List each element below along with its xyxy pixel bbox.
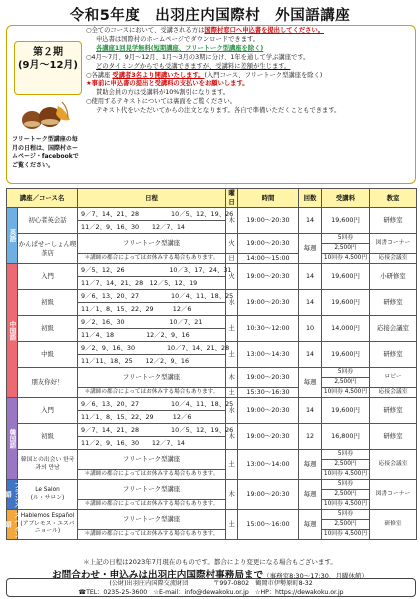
course-name: 初心者英会話 (18, 208, 78, 234)
header-room: 教室 (370, 189, 417, 208)
course-name: かんぱせーしょん喫茶店 (18, 234, 78, 264)
course-day: 木 (226, 208, 238, 234)
schedule-line: 11／7、14、21、28 12／5、12、19 (78, 277, 226, 290)
course-day: 日 (226, 254, 238, 264)
info-text (86, 27, 414, 116)
category-english: 英語 (7, 208, 18, 264)
schedule-line: 11／1、8、15、22、29 12／6 (78, 303, 226, 316)
contact-details[interactable]: ☎TEL：0235-25-3600 ☆E-mail：info@dewakoku.or.jp ☆HP：https://dewakoku.or.jp (78, 589, 344, 596)
header-schedule: 日程 (78, 189, 226, 208)
side-note: フリートーク型講座の毎月の日程は、国際村ホームページ・facebookでご覧ください。 (12, 136, 79, 169)
info-line: ○各講座 (86, 71, 111, 79)
header-count: 回数 (299, 189, 322, 208)
schedule-line: フリートーク型講座 (78, 480, 226, 500)
course-day: 水 (226, 290, 238, 316)
course-name: 韓国との出会い 한국과의 만남 (18, 450, 78, 480)
organization: (公財)出羽庄内国際交流財団 〒997-0802 鶴岡市伊勢原町8-32 (109, 580, 313, 587)
fee-ticket10: 10回券 4,500円 (322, 470, 370, 480)
info-line: ○全てのコースにおいて、受講される方は (86, 27, 205, 34)
course-time: 13:00～14:00 (238, 450, 299, 480)
course-time: 19:00～20:30 (238, 480, 299, 510)
fee-ticket5: 5回券 (322, 368, 370, 378)
contact-heading: お問合わせ・申込みは出羽庄内国際村事務局まで（事務室8:30～17:30、月曜休館） (52, 570, 368, 581)
info-line-highlight: 国際村窓口へ申込書を提出してください。 (204, 27, 325, 34)
course-count: 毎週 (299, 480, 322, 510)
course-time: 19:00～20:30 (238, 290, 299, 316)
header-time: 時間 (238, 189, 299, 208)
course-count: 12 (299, 424, 322, 450)
fee-ticket10: 10回券 4,500円 (322, 530, 370, 540)
course-room: 応接会議室 (370, 388, 417, 398)
chestnut-illustration (18, 98, 74, 132)
course-room: ロビー (370, 368, 417, 388)
course-name: 初級 (18, 316, 78, 342)
course-day: 木 (226, 424, 238, 450)
schedule-line: 11／4、18 12／2、9、16 (78, 329, 226, 342)
course-room: 応接会議室 (370, 450, 417, 480)
course-room: 応接会議室 (370, 316, 417, 342)
course-room: 研修室 (370, 510, 417, 540)
schedule-line: 9／7、14、21、28 10／5、12、19、26 (78, 208, 226, 221)
schedule-line: 9／2、16、30 10／7、21 (78, 316, 226, 329)
schedule-note: ＊講師の都合によってはお休みする場合もあります。 (78, 530, 226, 540)
course-day: 土 (226, 342, 238, 368)
footnote: ＊上記の日程は2023年7月現在のものです。都合により変更になる場合もございます。 (83, 558, 337, 566)
schedule-note: ＊講師の都合によってはお休みする場合もあります。 (78, 388, 226, 398)
course-time: 10:30～12:00 (238, 316, 299, 342)
fee-ticket10: 10回券 4,500円 (322, 254, 370, 264)
course-fee: 19,600円 (322, 290, 370, 316)
schedule-line: 9／6、13、20、27 10／4、11、18、25 (78, 398, 226, 411)
course-count: 毎週 (299, 510, 322, 540)
fee-ticket5-price: 2,500円 (322, 378, 370, 388)
course-room: 研修室 (370, 208, 417, 234)
course-room: 図書コーナー (370, 480, 417, 510)
course-count: 14 (299, 208, 322, 234)
fee-ticket5-price: 2,500円 (322, 490, 370, 500)
schedule-line: フリートーク型講座 (78, 368, 226, 388)
course-name: 入門 (18, 264, 78, 290)
schedule-line: 11／2、9、16、30 12／7、14 (78, 221, 226, 234)
course-count: 14 (299, 342, 322, 368)
course-name: Le Salon (ル・サロン) (18, 480, 78, 510)
schedule-line: 9／7、14、21、28 10／5、12、19、26 (78, 424, 226, 437)
fee-ticket5: 5回券 (322, 480, 370, 490)
course-time: 19:00～20:30 (238, 264, 299, 290)
course-time: 15:30～16:30 (238, 388, 299, 398)
schedule-note: ＊講師の都合によってはお休みする場合もあります。 (78, 500, 226, 510)
fee-ticket5-price: 2,500円 (322, 244, 370, 254)
info-line: (入門コース、フリートーク型講座を除く) (204, 71, 323, 79)
schedule-note: ＊講師の都合によってはお休みする場合もあります。 (78, 470, 226, 480)
fee-ticket5-price: 2,500円 (322, 460, 370, 470)
info-line: 各講座1回見学無料(短期講座、フリートーク型講座を除く) (96, 44, 264, 52)
contact-box (6, 578, 416, 597)
course-day: 土 (226, 316, 238, 342)
course-day: 土 (226, 450, 238, 480)
category-french: フランス語 (4, 481, 21, 508)
category-korean: 韓国語 (7, 398, 18, 480)
period-badge (14, 41, 82, 95)
course-fee: 19,600円 (322, 208, 370, 234)
course-day: 火 (226, 264, 238, 290)
schedule-line: 9／2、9、16、30 10／7、14、21、28 (78, 342, 226, 355)
course-room: 小研修室 (370, 264, 417, 290)
course-time: 19:00～20:30 (238, 208, 299, 234)
category-spanish: スペイン語 (4, 511, 21, 538)
schedule-line: 11／11、18、25 12／2、9、16 (78, 355, 226, 368)
course-fee: 14,000円 (322, 316, 370, 342)
course-time: 19:00～20:30 (238, 398, 299, 424)
info-line: 申込書は国際村のホームページでダウンロードできます。 (96, 35, 260, 43)
schedule-line: 9／6、13、20、27 10／4、11、18、25 (78, 290, 226, 303)
header-fee: 受講料 (322, 189, 370, 208)
course-time: 15:00～16:00 (238, 510, 299, 540)
info-line: どのタイミングからでも受講できますが、受講料に差額が生じます。 (96, 62, 291, 70)
category-chinese: 中国語 (7, 264, 18, 398)
schedule-line: フリートーク型講座 (78, 510, 226, 530)
course-room: 研修室 (370, 342, 417, 368)
course-table (6, 188, 417, 540)
info-line: テキスト代をいただいてからの注文となります。各自で準備いただくこともできます。 (96, 107, 341, 115)
course-day: 土 (226, 510, 238, 540)
course-day: 木 (226, 480, 238, 510)
fee-ticket10: 10回券 4,500円 (322, 388, 370, 398)
fee-ticket5: 5回券 (322, 234, 370, 244)
course-name: 初級 (18, 424, 78, 450)
info-line-highlight: 受講者3名より開講いたします。 (112, 71, 205, 79)
course-count: 14 (299, 264, 322, 290)
course-count: 10 (299, 316, 322, 342)
course-name: 初級 (18, 290, 78, 316)
course-day: 火 (226, 234, 238, 254)
course-count: 毎週 (299, 450, 322, 480)
course-time: 19:00～20:30 (238, 368, 299, 388)
course-count: 毎週 (299, 234, 322, 264)
course-time: 19:00～20:30 (238, 424, 299, 450)
course-room: 研修室 (370, 290, 417, 316)
course-day: 水 (226, 398, 238, 424)
course-count: 14 (299, 398, 322, 424)
course-room: 応接会議室 (370, 254, 417, 264)
info-line-highlight: ★事前に申込書の提出と受講料の支払いをお願いします。 (86, 80, 249, 88)
course-day: 土 (226, 388, 238, 398)
course-fee: 19,600円 (322, 264, 370, 290)
course-room: 研修室 (370, 398, 417, 424)
course-name: 朋友你好！ (18, 368, 78, 398)
fee-ticket10: 10回券 4,500円 (322, 500, 370, 510)
page-title: 令和5年度 出羽庄内国際村 外国語講座 (69, 8, 351, 24)
schedule-line: フリートーク型講座 (78, 234, 226, 254)
course-time: 13:00～14:30 (238, 342, 299, 368)
fee-ticket5-price: 2,500円 (322, 520, 370, 530)
info-line: ○使用するテキストについては裏面をご覧ください。 (86, 98, 237, 106)
course-time: 14:00～15:00 (238, 254, 299, 264)
info-line: ○4月～7月、9月～12月、1月～3月の3期に分け、1年を通して学ぶ講座です。 (86, 53, 310, 61)
course-count: 毎週 (299, 368, 322, 398)
course-name: 中級 (18, 342, 78, 368)
header-course: 講座／コース名 (7, 189, 78, 208)
course-name: Hablemos Español (アブレモス・エスパニョール) (18, 510, 78, 540)
period-label: 第２期 (33, 47, 63, 58)
fee-ticket5: 5回券 (322, 510, 370, 520)
fee-ticket5: 5回券 (322, 450, 370, 460)
course-fee: 19,600円 (322, 342, 370, 368)
schedule-line: 9／5、12、26 10／3、17、24、31 (78, 264, 226, 277)
course-day: 木 (226, 368, 238, 388)
info-line: 賛助会員の方は受講料が10%割引になります。 (96, 89, 230, 97)
course-fee: 19,600円 (322, 398, 370, 424)
course-time: 19:00～20:30 (238, 234, 299, 254)
course-room: 研修室 (370, 424, 417, 450)
schedule-line: 11／1、8、15、22、29 12／6 (78, 411, 226, 424)
header-day: 曜日 (226, 189, 238, 208)
period-months: (9月～12月) (17, 60, 78, 71)
course-room: 図書コーナー (370, 234, 417, 254)
course-count: 14 (299, 290, 322, 316)
schedule-line: フリートーク型講座 (78, 450, 226, 470)
schedule-note: ＊講師の都合によってはお休みする場合もあります。 (78, 254, 226, 264)
course-fee: 16,800円 (322, 424, 370, 450)
course-name: 入門 (18, 398, 78, 424)
schedule-line: 11／2、9、16、30 12／7、14 (78, 437, 226, 450)
